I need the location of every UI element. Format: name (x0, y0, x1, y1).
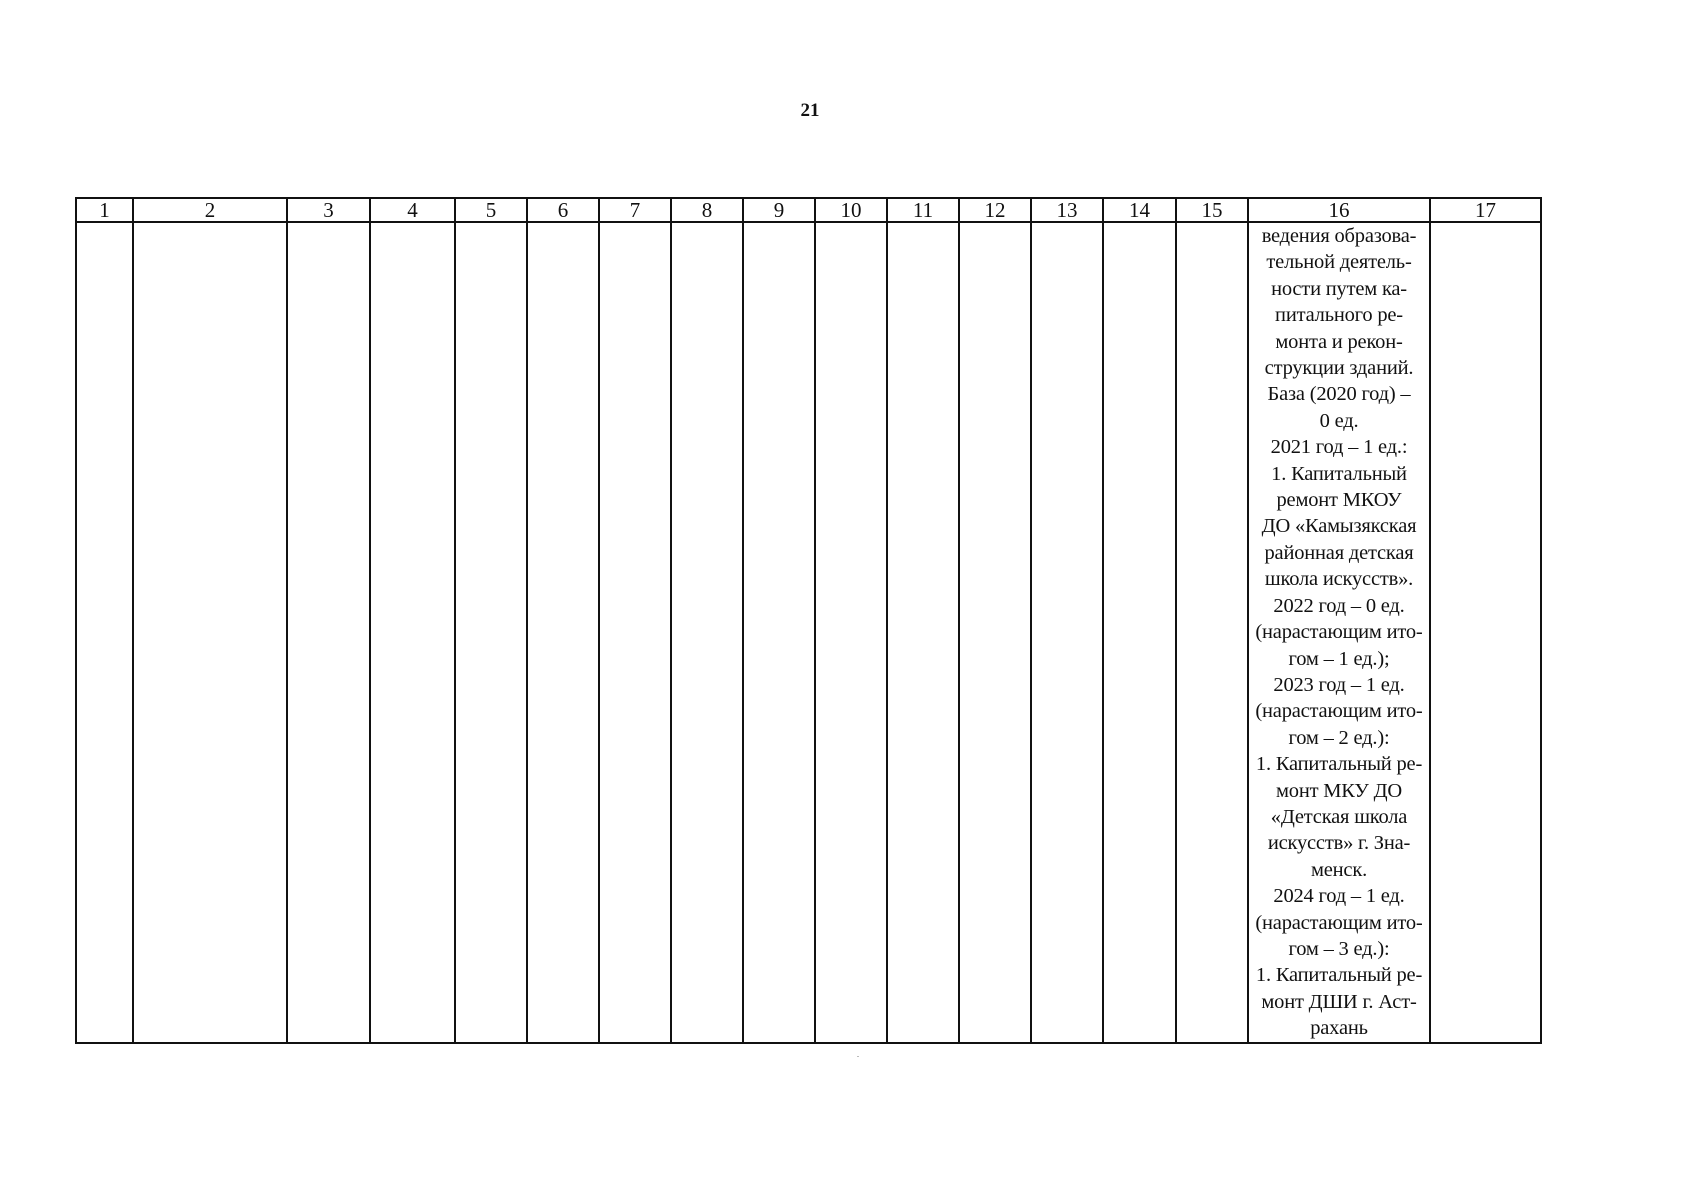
cell-text-line: монт МКУ ДО (1276, 779, 1402, 802)
table-cell-9 (743, 222, 815, 1043)
cell-text-line: струкции зданий. (1264, 357, 1414, 380)
column-header-7: 7 (599, 198, 671, 222)
cell-text-line: База (2020 год) – (1267, 383, 1411, 406)
table-cell-8 (671, 222, 743, 1043)
cell-text-line: (нарастающим ито- (1255, 621, 1423, 644)
column-header-9: 9 (743, 198, 815, 222)
column-header-14: 14 (1103, 198, 1176, 222)
cell-text-line: 1. Капитальный ре- (1255, 964, 1423, 987)
cell-text-line: 1. Капитальный (1271, 462, 1407, 485)
table-cell-14 (1103, 222, 1176, 1043)
table-cell-16-text (1248, 222, 1430, 1043)
cell-text-line: рахань (1310, 1017, 1368, 1040)
table-cell-6 (527, 222, 599, 1043)
table-cell-4 (370, 222, 455, 1043)
scan-artifact (857, 1056, 859, 1057)
table-cell-13 (1031, 222, 1103, 1043)
column-header-8: 8 (671, 198, 743, 222)
cell-text-line: ремонт МКОУ (1276, 489, 1402, 512)
column-header-11: 11 (887, 198, 959, 222)
table-cell-10 (815, 222, 887, 1043)
column-header-6: 6 (527, 198, 599, 222)
cell-text-line: гом – 3 ед.): (1288, 937, 1390, 960)
cell-text-line: монт ДШИ г. Аст- (1261, 990, 1417, 1013)
cell-text-line: ведения образова- (1261, 225, 1417, 247)
cell-text-line: гом – 1 ед.); (1288, 647, 1390, 670)
cell-text-line: 2021 год – 1 ед.: (1270, 436, 1408, 459)
cell-text-line: 2023 год – 1 ед. (1273, 673, 1405, 696)
table-cell-17 (1430, 222, 1541, 1043)
column-header-5: 5 (455, 198, 527, 222)
page-number: 21 (800, 100, 820, 121)
column-header-13: 13 (1031, 198, 1103, 222)
table-cell-12 (959, 222, 1031, 1043)
cell-text-line: 1. Капитальный ре- (1255, 753, 1423, 776)
cell-text-line: ДО «Камызякская (1261, 515, 1417, 538)
table-cell-5 (455, 222, 527, 1043)
table-cell-11 (887, 222, 959, 1043)
column-header-15: 15 (1176, 198, 1248, 222)
column-header-10: 10 (815, 198, 887, 222)
table-row (76, 222, 1541, 1043)
cell-text-line: (нарастающим ито- (1255, 700, 1423, 723)
cell-text-line: менск. (1310, 858, 1368, 881)
column-header-4: 4 (370, 198, 455, 222)
column-header-1: 1 (76, 198, 133, 222)
cell-text-line: школа искусств». (1264, 568, 1414, 591)
column-header-17: 17 (1430, 198, 1541, 222)
cell-text-line: 0 ед. (1319, 409, 1359, 432)
table-cell-1 (76, 222, 133, 1043)
column-header-12: 12 (959, 198, 1031, 222)
column-header-3: 3 (287, 198, 370, 222)
column-header-16: 16 (1248, 198, 1430, 222)
table-cell-15 (1176, 222, 1248, 1043)
cell-text-line: тельной деятель- (1266, 251, 1412, 274)
cell-text-line: «Детская школа (1270, 805, 1408, 828)
cell-text-line: 2024 год – 1 ед. (1273, 885, 1405, 908)
cell-text-line: районная детская (1264, 541, 1414, 564)
table-cell-2 (133, 222, 287, 1043)
program-table (75, 197, 1542, 1044)
table-cell-3 (287, 222, 370, 1043)
cell-text-line: монта и рекон- (1275, 330, 1403, 353)
cell-text-line: 2022 год – 0 ед. (1273, 594, 1405, 617)
header-row (76, 198, 1541, 222)
cell-text-line: питального ре- (1275, 304, 1403, 327)
cell-text-line: (нарастающим ито- (1255, 911, 1423, 934)
cell-text-line: гом – 2 ед.): (1288, 726, 1390, 749)
column-header-2: 2 (133, 198, 287, 222)
table-cell-7 (599, 222, 671, 1043)
cell-text-line: ности путем ка- (1271, 277, 1407, 300)
cell-text-line: искусств» г. Зна- (1267, 832, 1411, 855)
